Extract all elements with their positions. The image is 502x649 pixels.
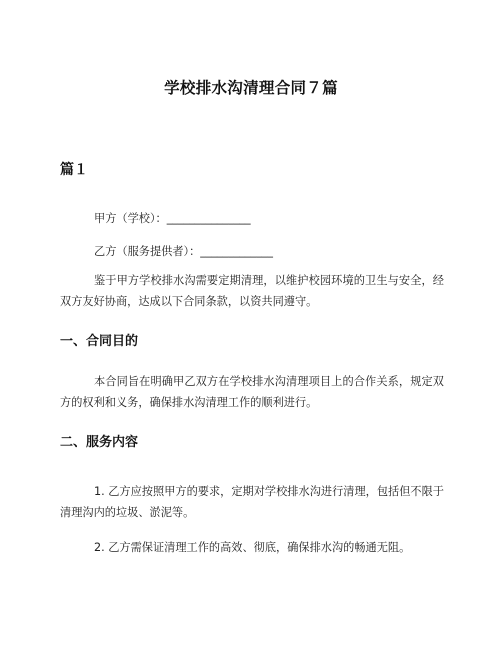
service-item-2: 2. 乙方需保证清理工作的高效、彻底，确保排水沟的畅通无阻。 [94,541,411,554]
party-b-field: 乙方（服务提供者）：_____________ [94,245,273,258]
section-heading-purpose: 一、合同目的 [60,334,139,349]
section-heading-services: 二、服务内容 [60,435,139,450]
document-title: 学校排水沟清理合同７篇 [164,79,338,97]
part-heading: 篇１ [60,162,88,178]
service-item-1: 1. 乙方应按照甲方的要求，定期对学校排水沟进行清理，包括但不限于清理沟内的垃圾、淤泥等。 [60,485,444,519]
intro-paragraph: 鉴于甲方学校排水沟需要定期清理，以维护校园环境的卫生与安全，经双方友好协商，达成以下合同条款，以资共同遵守。 [60,274,444,308]
party-a-field: 甲方（学校）：_______________ [94,212,251,225]
purpose-paragraph: 本合同旨在明确甲乙双方在学校排水沟清理项目上的合作关系，规定双方的权利和义务，确保排水沟清理工作的顺利进行。 [60,375,444,409]
